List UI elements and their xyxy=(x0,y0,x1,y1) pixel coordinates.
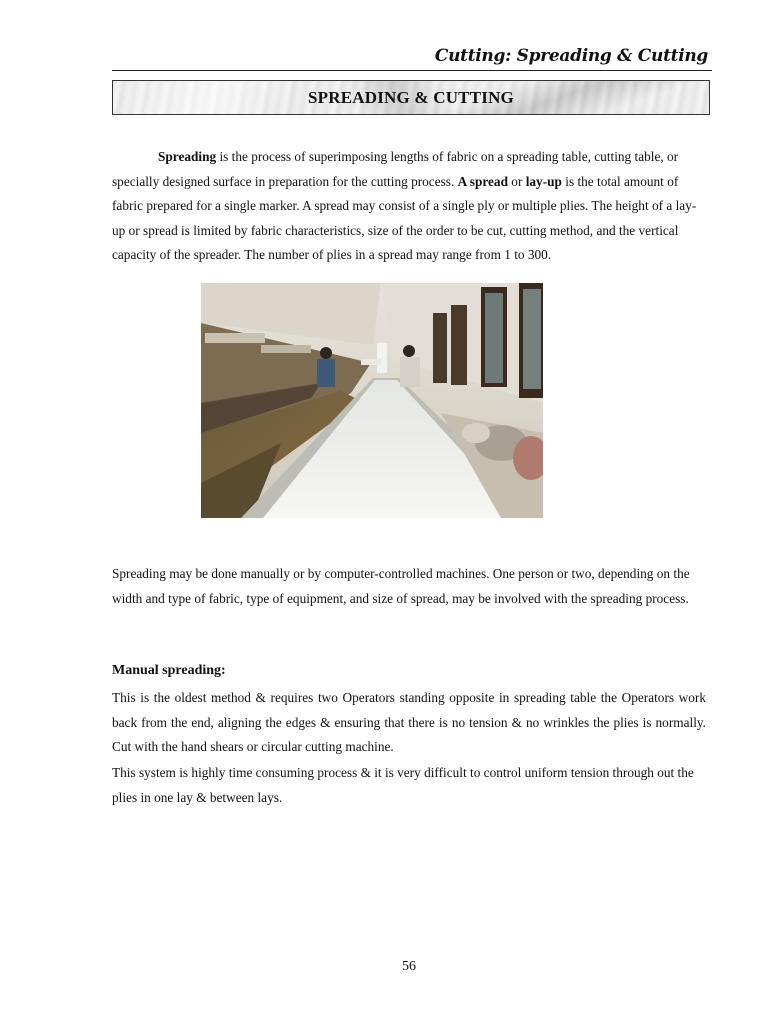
term-lay-up: lay-up xyxy=(525,173,562,189)
term-a-spread: A spread xyxy=(457,173,508,189)
manual-spreading-paragraph-2: This system is highly time consuming process & it is very difficult to control uniform tension through out the plies in one lay & between lays. xyxy=(112,765,694,805)
header-rule xyxy=(112,70,712,71)
intro-text-2: or xyxy=(507,173,526,189)
intro-text-3: is the total amount of fabric prepared for a single marker. A spread may consist of a single ply or multiple plies. The height of a lay-up or spread is limited by fabric characteristics, size of the order to be cut, cutting method, and the vertical capacity of the spreader. The number of plies in a spread may range from 1 to 300. xyxy=(112,173,697,262)
manual-spreading-paragraph-1: This is the oldest method & requires two Operators standing opposite in spreading table the Operators work back from the end, aligning the edges & ensuring that there is no tension & no wrinkles the plies is normally. Cut with the hand shears or circular cutting machine. xyxy=(112,690,706,754)
term-spreading: Spreading xyxy=(158,149,217,164)
factory-spreading-table-photo xyxy=(201,283,543,518)
manual-spreading-heading: Manual spreading: xyxy=(112,663,226,678)
spreading-methods-paragraph: Spreading may be done manually or by computer-controlled machines. One person or two, depending on the width and type of fabric, type of equipment, and size of spread, may be involved with the spreading process. xyxy=(112,566,690,606)
page-number: 56 xyxy=(402,959,416,974)
running-header-title: Cutting: Spreading & Cutting xyxy=(434,46,708,66)
intro-text-1: is the process of superimposing lengths of fabric on a spreading table, cutting table, or specially designed surface in preparation for the cutting process. xyxy=(112,149,679,189)
section-title: SPREADING & CUTTING xyxy=(308,87,514,107)
section-title-box xyxy=(112,80,710,115)
intro-paragraph xyxy=(112,145,706,268)
